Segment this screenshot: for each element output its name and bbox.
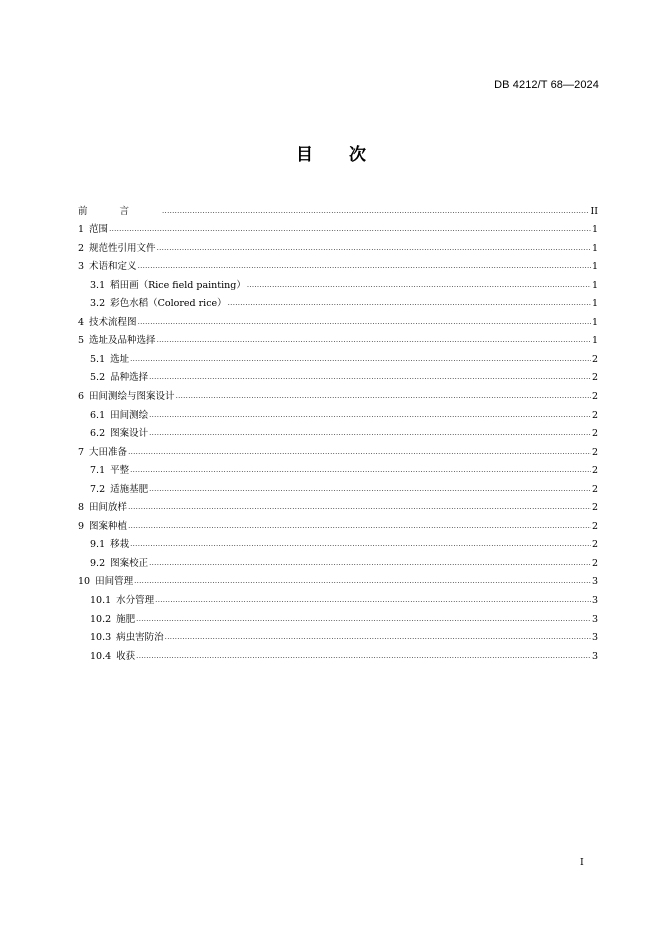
toc-entry-label: 病虫害防治	[116, 632, 164, 644]
toc-entry-page: 2	[591, 391, 598, 403]
toc-entry-page: 2	[591, 539, 598, 551]
toc-entry-number: 5	[78, 335, 85, 347]
toc-dot-leader	[149, 372, 591, 384]
toc-entry-number: 4	[78, 316, 85, 328]
toc-entry-number: 7.1	[90, 465, 106, 477]
toc-dot-leader	[176, 391, 591, 403]
toc-entry-label: 田间放样	[89, 502, 128, 514]
toc-title-char-1: 目	[296, 145, 313, 165]
toc-entry-number: 5.1	[90, 353, 106, 365]
toc-title	[0, 140, 662, 165]
toc-dot-leader	[228, 298, 591, 310]
toc-entry-page: 2	[591, 372, 598, 384]
toc-entry[interactable]	[78, 273, 598, 292]
toc-entry-page: 1	[591, 242, 598, 254]
toc-entry[interactable]	[78, 626, 598, 645]
toc-entry[interactable]	[78, 310, 598, 329]
toc-entry-label: 品种选择	[110, 372, 149, 384]
toc-entry-page: 1	[591, 335, 598, 347]
toc-entry-label: 选址	[110, 353, 130, 365]
toc-entry[interactable]	[78, 218, 598, 237]
toc-entry-page: 1	[591, 316, 598, 328]
toc-entry-page: 1	[591, 298, 598, 310]
toc-entry[interactable]	[78, 644, 598, 663]
toc-dot-leader	[130, 539, 591, 551]
toc-dot-leader	[134, 576, 591, 588]
toc-entry-number: 5.2	[90, 372, 106, 384]
toc-entry-number: 9.1	[90, 539, 106, 551]
toc-entry-page: 2	[591, 520, 598, 532]
toc-dot-leader	[138, 261, 591, 273]
toc-entry-page: 2	[591, 409, 598, 421]
toc-entry-page: 1	[591, 224, 598, 236]
toc-dot-leader	[157, 243, 591, 255]
toc-entry-label: 图案校正	[110, 557, 149, 569]
toc-entry-label: 适施基肥	[110, 483, 149, 495]
toc-entry[interactable]	[78, 570, 598, 589]
toc-entry[interactable]	[78, 292, 598, 311]
toc-entry-number: 10	[78, 576, 91, 588]
toc-entry-page: 2	[591, 502, 598, 514]
page-number: I	[580, 857, 584, 868]
toc-dot-leader	[149, 428, 591, 440]
toc-entry-label: 水分管理	[116, 595, 155, 607]
toc-entry-label: 平整	[110, 465, 130, 477]
toc-entry[interactable]	[78, 347, 598, 366]
toc-entry[interactable]	[78, 199, 598, 218]
toc-entry-page: 2	[591, 483, 598, 495]
toc-dot-leader	[157, 335, 591, 347]
toc-entry[interactable]	[78, 329, 598, 348]
toc-dot-leader	[128, 502, 591, 514]
toc-dot-leader	[128, 447, 591, 459]
toc-entry-label: 稻田画（Rice field painting）	[110, 279, 246, 291]
toc-entry-number: 10.1	[90, 595, 112, 607]
toc-entry-label: 术语和定义	[89, 261, 137, 273]
toc-entry-label: 田间管理	[95, 576, 134, 588]
toc-entry-page: 2	[591, 446, 598, 458]
toc-entry-label: 范围	[89, 224, 109, 236]
toc-entry-number: 7.2	[90, 483, 106, 495]
toc-entry-label: 田间测绘与图案设计	[89, 391, 175, 403]
toc-entry-number: 9.2	[90, 557, 106, 569]
toc-entry[interactable]	[78, 551, 598, 570]
toc-dot-leader	[165, 632, 591, 644]
toc-entry-number: 10.4	[90, 650, 112, 662]
toc-entry-number: 6.2	[90, 428, 106, 440]
toc-entry-page: 1	[591, 261, 598, 273]
toc-entry[interactable]	[78, 588, 598, 607]
toc-entry-page: II	[590, 205, 598, 217]
toc-entry-label: 规范性引用文件	[89, 242, 156, 254]
toc-entry-number: 6	[78, 391, 85, 403]
toc-dot-leader	[130, 465, 591, 477]
toc-dot-leader	[149, 558, 591, 570]
toc-entry-label: 彩色水稻（Colored rice）	[110, 298, 227, 310]
toc-entry-number: 10.2	[90, 613, 112, 625]
toc-entry-label: 大田准备	[89, 446, 128, 458]
table-of-contents	[78, 199, 598, 663]
toc-entry-page: 3	[591, 595, 598, 607]
toc-entry[interactable]	[78, 366, 598, 385]
toc-entry-page: 1	[591, 279, 598, 291]
toc-entry-page: 2	[591, 465, 598, 477]
toc-title-char-2: 次	[349, 145, 366, 165]
toc-entry[interactable]	[78, 236, 598, 255]
toc-entry-label: 选址及品种选择	[89, 335, 156, 347]
toc-entry-page: 2	[591, 428, 598, 440]
toc-entry[interactable]	[78, 533, 598, 552]
toc-entry-label: 施肥	[116, 613, 136, 625]
toc-entry[interactable]	[78, 384, 598, 403]
toc-entry-number: 10.3	[90, 632, 112, 644]
toc-entry[interactable]	[78, 422, 598, 441]
toc-dot-leader	[136, 651, 591, 663]
toc-entry-label: 移栽	[110, 539, 130, 551]
toc-entry-label: 前言	[78, 205, 162, 217]
toc-dot-leader	[136, 614, 591, 626]
toc-dot-leader	[155, 595, 591, 607]
toc-entry-label: 图案种植	[89, 520, 128, 532]
toc-entry[interactable]	[78, 459, 598, 478]
toc-entry-number: 7	[78, 446, 85, 458]
toc-entry[interactable]	[78, 403, 598, 422]
toc-entry-label: 收获	[116, 650, 136, 662]
toc-entry-page: 3	[591, 613, 598, 625]
toc-entry[interactable]	[78, 514, 598, 533]
toc-entry-number: 3.1	[90, 279, 106, 291]
toc-entry-number: 1	[78, 224, 85, 236]
toc-dot-leader	[130, 354, 591, 366]
document-code: DB 4212/T 68—2024	[494, 79, 599, 91]
toc-entry-number: 8	[78, 502, 85, 514]
toc-dot-leader	[138, 317, 591, 329]
toc-entry-label: 技术流程图	[89, 316, 137, 328]
toc-dot-leader	[109, 224, 591, 236]
toc-dot-leader	[162, 206, 589, 218]
toc-dot-leader	[149, 410, 591, 422]
toc-entry[interactable]	[78, 607, 598, 626]
toc-entry[interactable]	[78, 440, 598, 459]
toc-entry-label: 田间测绘	[110, 409, 149, 421]
toc-entry-page: 3	[591, 576, 598, 588]
toc-entry-number: 6.1	[90, 409, 106, 421]
toc-entry[interactable]	[78, 255, 598, 274]
toc-entry-page: 2	[591, 353, 598, 365]
toc-entry[interactable]	[78, 477, 598, 496]
toc-entry-page: 2	[591, 557, 598, 569]
toc-entry-number: 3	[78, 261, 85, 273]
toc-entry-page: 3	[591, 650, 598, 662]
toc-entry-page: 3	[591, 632, 598, 644]
toc-entry[interactable]	[78, 496, 598, 515]
toc-entry-label: 图案设计	[110, 428, 149, 440]
toc-entry-number: 3.2	[90, 298, 106, 310]
toc-dot-leader	[128, 521, 591, 533]
toc-dot-leader	[247, 280, 591, 292]
toc-entry-number: 2	[78, 242, 85, 254]
toc-entry-number: 9	[78, 520, 85, 532]
toc-dot-leader	[149, 484, 591, 496]
